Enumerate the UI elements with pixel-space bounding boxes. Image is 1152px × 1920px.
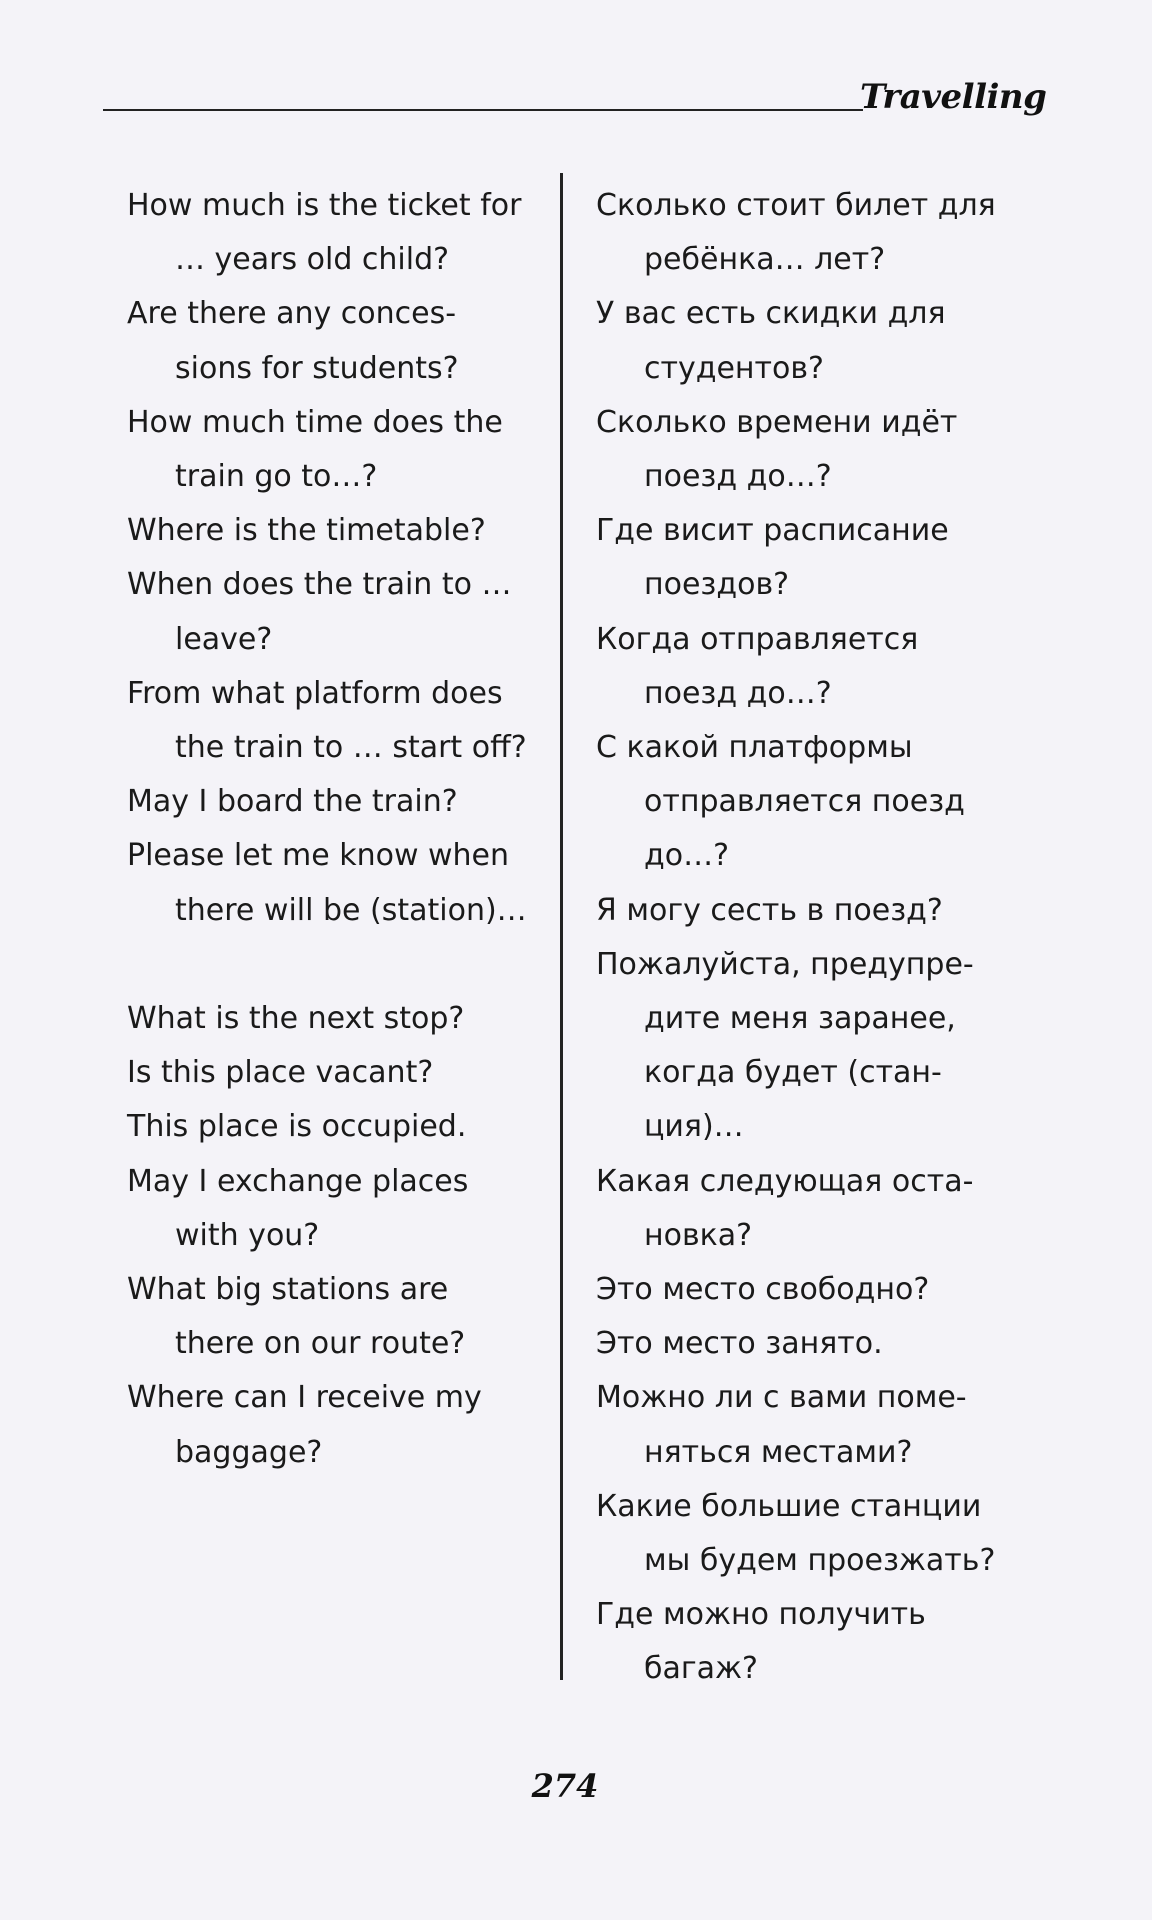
phrase-russian: Какие большие станции мы будем проезжать? [596, 1488, 996, 1579]
phrase-english: When does the train to … leave? [127, 567, 512, 657]
phrase-russian: Где висит расписание поездов? [596, 513, 949, 603]
phrase-english: From what platform does the train to … start off? [127, 675, 527, 766]
phrase-english: How much is the ticket for … years old child? [127, 188, 522, 278]
phrase-russian: Я могу сесть в поезд? [596, 892, 943, 928]
phrase-english: Where can I receive my baggage? [127, 1380, 482, 1470]
phrase-english: Are there any conces- sions for students? [127, 296, 459, 386]
phrase-russian: Это место занято. [596, 1326, 883, 1362]
phrase-russian: С какой платформы отправляется поезд до…? [596, 730, 965, 874]
phrase-russian: Где можно получить багаж? [596, 1597, 926, 1687]
phrase-russian: Это место свободно? [596, 1272, 930, 1308]
russian-column [596, 179, 1026, 1697]
phrase-english: May I board the train? [127, 784, 458, 820]
english-column [127, 179, 547, 1480]
phrase-russian: Пожалуйста, предупре- дите меня заранее, когда будет (стан- ция)… [596, 946, 974, 1145]
phrase-russian: Сколько времени идёт поезд до…? [596, 404, 958, 495]
phrase-english: What big stations are there on our route? [127, 1272, 466, 1362]
phrase-english: What is the next stop? [127, 1001, 465, 1037]
phrase-english: How much time does the train go to…? [127, 404, 503, 495]
phrase-english: Where is the timetable? [127, 513, 486, 549]
column-divider [560, 173, 563, 1680]
phrase-english: Is this place vacant? [127, 1055, 434, 1091]
phrase-russian: Когда отправляется поезд до…? [596, 621, 919, 711]
header-rule [103, 109, 863, 111]
phrase-russian: У вас есть скидки для студентов? [596, 296, 946, 386]
section-title: Travelling [860, 77, 1047, 117]
phrase-russian: Сколько стоит билет для ребёнка… лет? [596, 188, 996, 278]
phrase-english: May I exchange places with you? [127, 1163, 469, 1253]
phrase-russian: Можно ли с вами поме- няться местами? [596, 1380, 967, 1470]
phrase-english: Please let me know when there will be (station)… [127, 838, 527, 928]
phrase-russian: Какая следующая оста- новка? [596, 1163, 974, 1253]
page-number: 274 [531, 1767, 599, 1805]
phrase-english: This place is occupied. [127, 1109, 467, 1145]
